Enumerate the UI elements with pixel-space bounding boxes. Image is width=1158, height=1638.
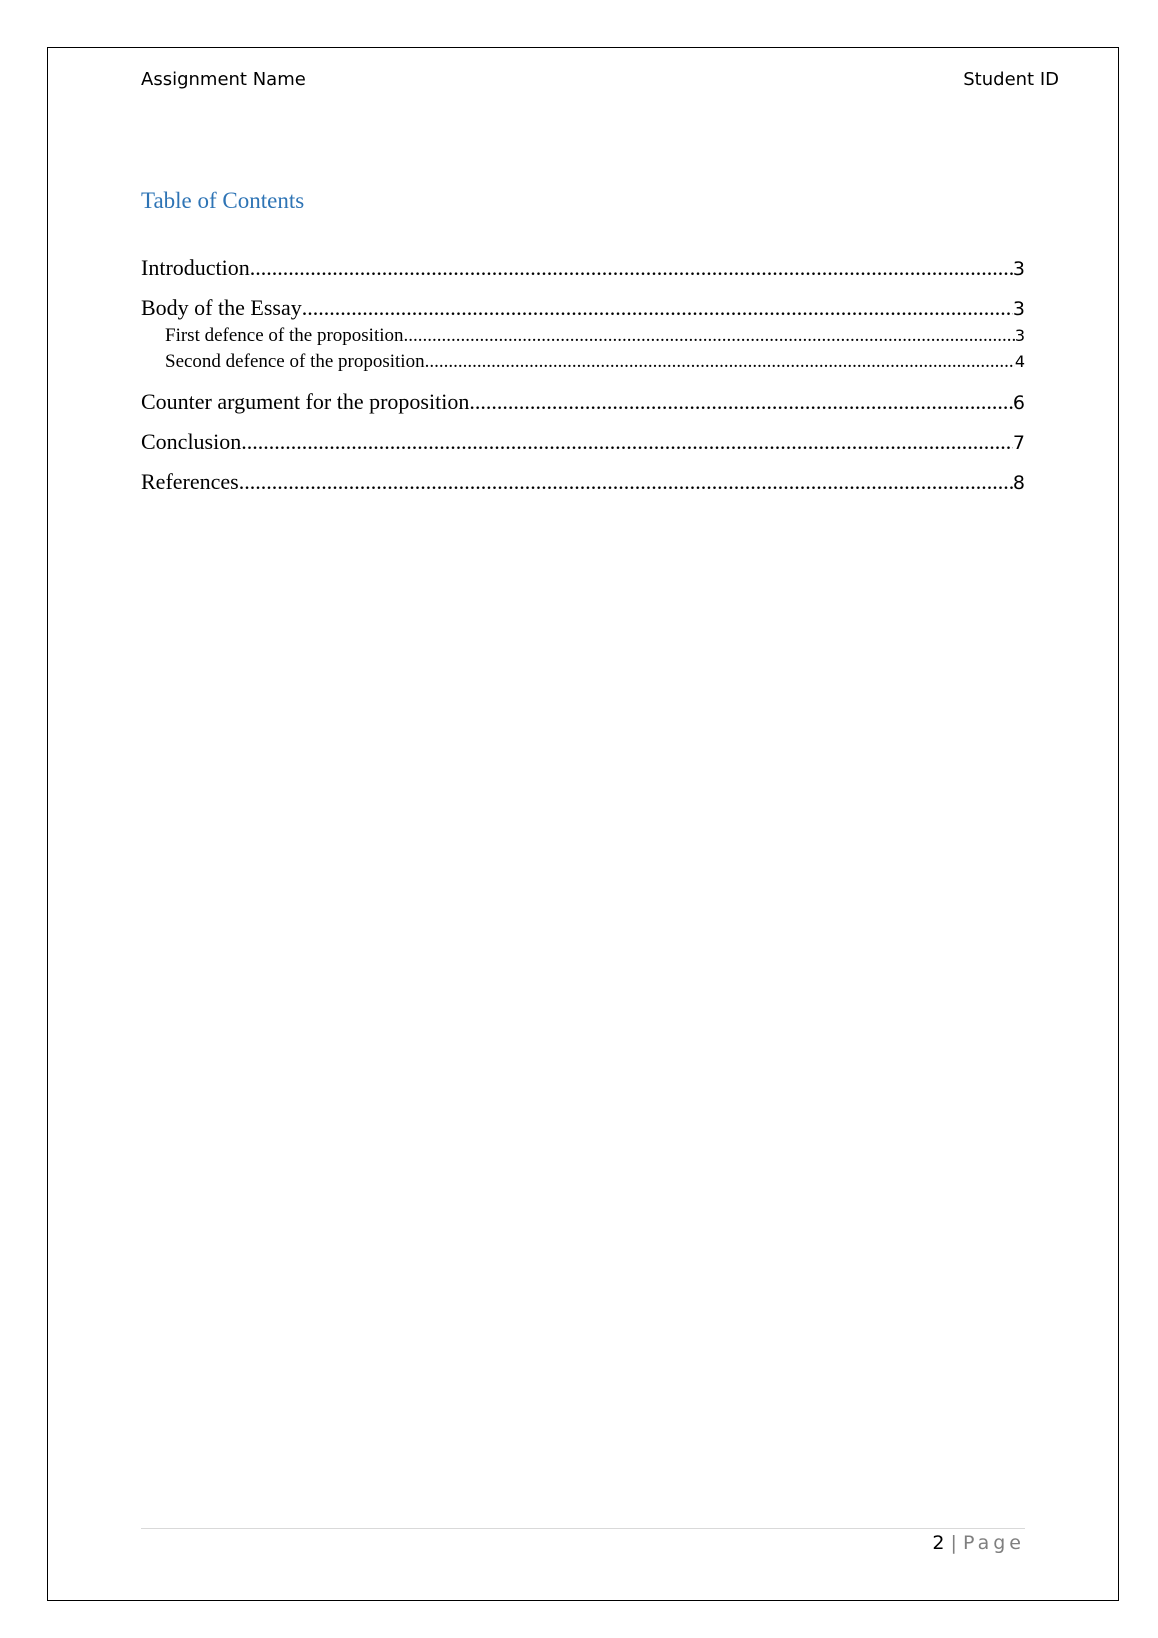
toc-entry-conclusion[interactable] <box>141 428 1025 457</box>
toc-page-number: 3 <box>1012 258 1025 280</box>
header-assignment-name: Assignment Name <box>141 69 306 90</box>
toc-entry-text: Conclusion <box>141 429 242 454</box>
toc-entry-first-defence[interactable] <box>165 324 1025 348</box>
toc-page-number: 8 <box>1012 472 1025 494</box>
toc-entry-body-of-the-essay[interactable] <box>141 294 1025 323</box>
toc-heading: Table of Contents <box>141 188 305 213</box>
toc-dot-leader <box>241 428 1013 456</box>
toc-entry-text: Counter argument for the proposition <box>141 389 470 414</box>
footer-page-label: Page <box>963 1532 1025 1554</box>
toc-entry-text: Introduction <box>141 255 250 280</box>
toc-entry-text: References <box>141 469 239 494</box>
toc-entry-counter-argument[interactable] <box>141 388 1025 417</box>
toc-page-number: 6 <box>1012 392 1025 414</box>
toc-page-number: 3 <box>1012 298 1025 320</box>
toc-entry-text: Body of the Essay <box>141 295 302 320</box>
toc-page-number: 3 <box>1014 326 1025 345</box>
header-student-id: Student ID <box>963 69 1059 90</box>
toc-page-number: 7 <box>1012 432 1025 454</box>
toc-entry-introduction[interactable] <box>141 254 1025 283</box>
toc-entry-text: First defence of the proposition <box>165 325 404 346</box>
toc-entry-references[interactable] <box>141 468 1025 497</box>
footer-page-indicator <box>932 1530 1025 1556</box>
footer-page-number: 2 <box>932 1532 945 1554</box>
toc-dot-leader <box>404 324 1015 348</box>
toc-page-number: 4 <box>1014 352 1025 371</box>
toc-dot-leader <box>239 468 1013 496</box>
footer-separator: | <box>950 1532 957 1554</box>
toc-dot-leader <box>425 350 1015 374</box>
footer-divider <box>141 1528 1025 1529</box>
toc-dot-leader <box>302 294 1013 322</box>
toc-entry-text: Second defence of the proposition <box>165 351 425 372</box>
toc-dot-leader <box>250 254 1013 282</box>
toc-entry-second-defence[interactable] <box>165 350 1025 374</box>
toc-dot-leader <box>469 388 1013 416</box>
